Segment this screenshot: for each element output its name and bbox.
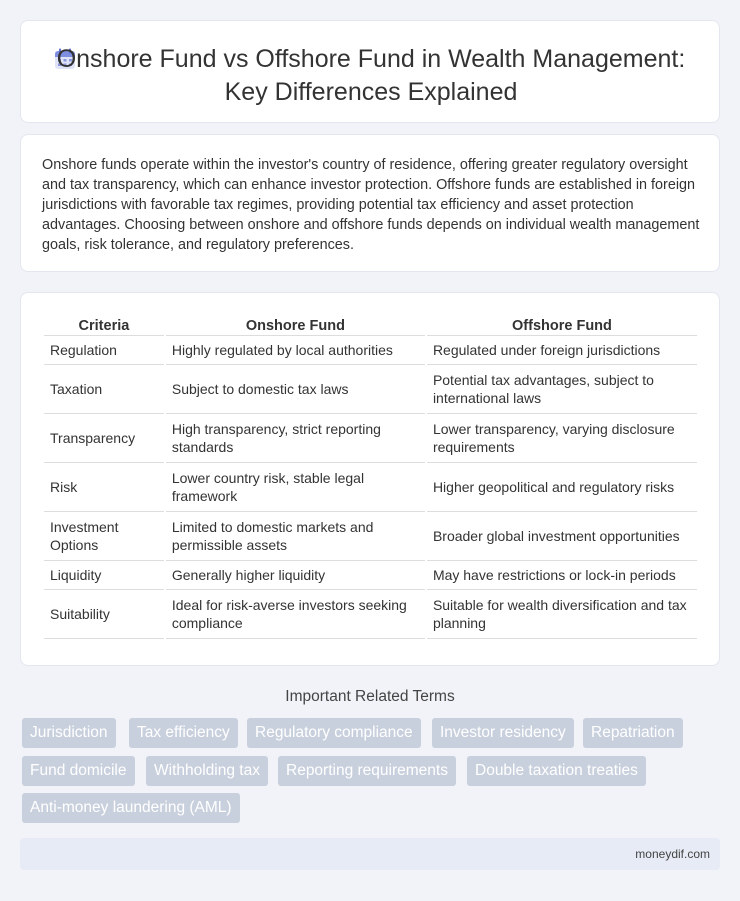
comparison-card: [20, 292, 720, 666]
tag-anti-money-laundering[interactable]: Anti-money laundering (AML): [22, 793, 240, 823]
table-header-row: [44, 316, 697, 336]
tag-regulatory-compliance[interactable]: Regulatory compliance: [247, 718, 421, 748]
cell-offshore: Potential tax advantages, subject to international laws: [427, 365, 697, 414]
tag-repatriation[interactable]: Repatriation: [583, 718, 683, 748]
cell-offshore: Regulated under foreign jurisdictions: [427, 336, 697, 365]
table-row: [44, 512, 697, 561]
header-offshore: Offshore Fund: [427, 316, 697, 336]
title-card: [20, 20, 720, 123]
tag-investor-residency[interactable]: Investor residency: [432, 718, 574, 748]
cell-criteria: Taxation: [44, 365, 164, 414]
cell-onshore: Ideal for risk-averse investors seeking compliance: [166, 590, 425, 639]
table-row: [44, 561, 697, 590]
comparison-table: [42, 316, 699, 639]
intro-card: [20, 134, 720, 272]
tag-fund-domicile[interactable]: Fund domicile: [22, 756, 135, 786]
cell-criteria: Liquidity: [44, 561, 164, 590]
related-terms-title: Important Related Terms: [285, 688, 455, 705]
page-title-line1: Onshore Fund vs Offshore Fund in Wealth Management:: [56, 45, 686, 73]
table-row: [44, 463, 697, 512]
cell-offshore: Lower transparency, varying disclosure requirements: [427, 414, 697, 463]
cell-criteria: Transparency: [44, 414, 164, 463]
tag-reporting-requirements[interactable]: Reporting requirements: [278, 756, 456, 786]
footer-site[interactable]: moneydif.com: [635, 847, 710, 861]
cell-criteria: Investment Options: [44, 512, 164, 561]
intro-text: Onshore funds operate within the investor's country of residence, offering greater regulatory oversight and tax transparency, which can enhance investor protection. Offshore funds are established in foreign jurisdictions with favorable tax regimes, providing potential tax efficiency and asset protection advantages. Choosing between onshore and offshore funds depends on individual wealth management goals, risk tolerance, and regulatory preferences.: [42, 157, 700, 253]
cell-onshore: Subject to domestic tax laws: [166, 365, 425, 414]
table-row: [44, 590, 697, 639]
page-title: [21, 43, 721, 109]
footer: [20, 838, 720, 870]
cell-criteria: Risk: [44, 463, 164, 512]
tag-jurisdiction[interactable]: Jurisdiction: [22, 718, 116, 748]
cell-onshore: Limited to domestic markets and permissible assets: [166, 512, 425, 561]
header-criteria: Criteria: [44, 316, 164, 336]
cell-offshore: Broader global investment opportunities: [427, 512, 697, 561]
table-row: [44, 414, 697, 463]
page-title-line2: Key Differences Explained: [224, 78, 518, 106]
cell-criteria: Regulation: [44, 336, 164, 365]
header-onshore: Onshore Fund: [166, 316, 425, 336]
cell-onshore: Lower country risk, stable legal framework: [166, 463, 425, 512]
tag-double-taxation-treaties[interactable]: Double taxation treaties: [467, 756, 646, 786]
cell-offshore: Suitable for wealth diversification and tax planning: [427, 590, 697, 639]
cell-criteria: Suitability: [44, 590, 164, 639]
tag-withholding-tax[interactable]: Withholding tax: [146, 756, 268, 786]
table-row: [44, 365, 697, 414]
cell-onshore: Generally higher liquidity: [166, 561, 425, 590]
cell-offshore: Higher geopolitical and regulatory risks: [427, 463, 697, 512]
cell-offshore: May have restrictions or lock-in periods: [427, 561, 697, 590]
cell-onshore: High transparency, strict reporting standards: [166, 414, 425, 463]
table-row: [44, 336, 697, 365]
tag-tax-efficiency[interactable]: Tax efficiency: [129, 718, 238, 748]
cell-onshore: Highly regulated by local authorities: [166, 336, 425, 365]
